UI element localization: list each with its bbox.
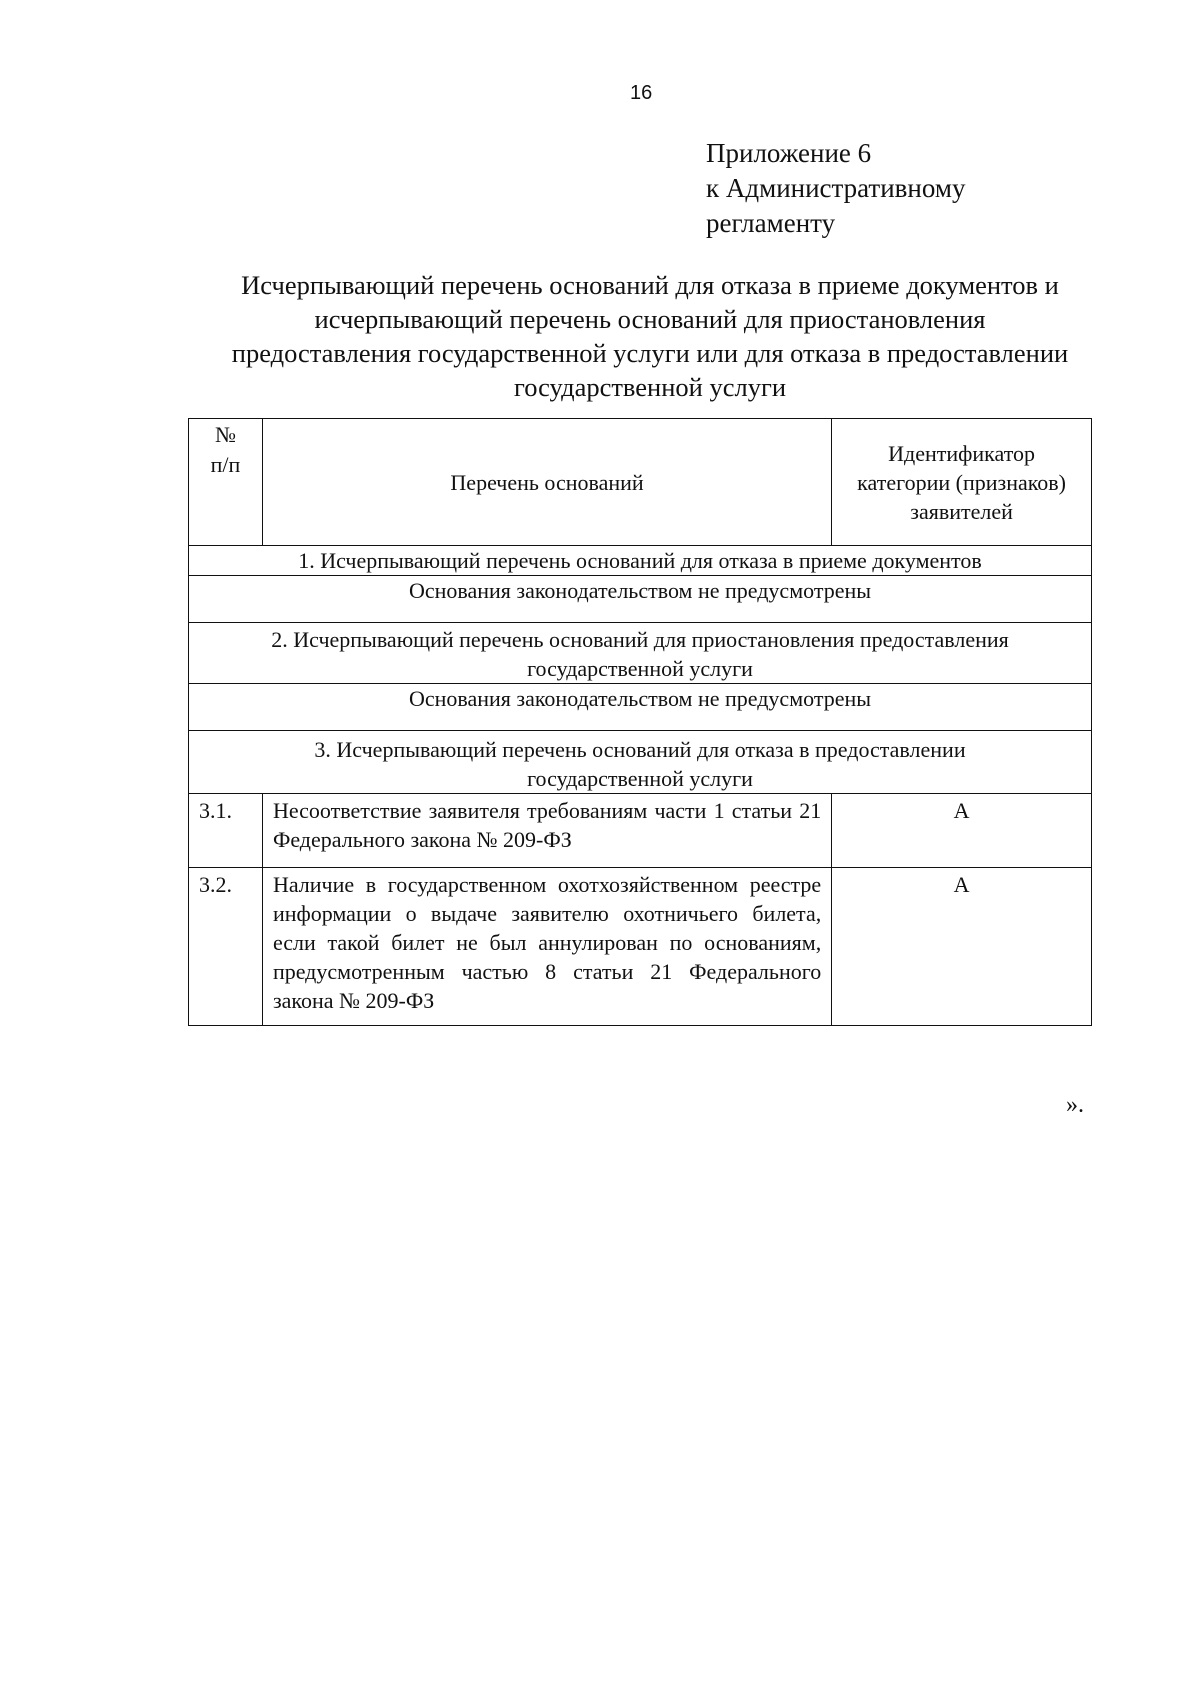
document-title — [180, 268, 1120, 404]
section-3-title-row — [189, 731, 1092, 794]
header-number-sign: № — [214, 422, 236, 447]
row-identifier: А — [832, 868, 1092, 1026]
header-identifier-cell — [832, 419, 1092, 546]
header-number-label: п/п — [210, 452, 241, 477]
header-grounds-cell: Перечень оснований — [262, 419, 831, 546]
section-1-title-row — [189, 546, 1092, 576]
section-2-title-line: 2. Исчерпывающий перечень оснований для приостановления предоставления — [271, 627, 1009, 652]
table-row — [189, 868, 1092, 1026]
title-line: предоставления государственной услуги или для отказа в предоставлении — [231, 338, 1069, 368]
row-ground-text: Несоответствие заявителя требованиям части 1 статьи 21 Федерального закона № 209-ФЗ — [262, 794, 831, 868]
row-number: 3.2. — [189, 868, 263, 1026]
header-identifier-line: Идентификатор — [888, 440, 1036, 466]
appendix-header — [706, 136, 965, 241]
title-line: Исчерпывающий перечень оснований для отказа в приеме документов и — [241, 270, 1059, 300]
title-line: исчерпывающий перечень оснований для приостановления — [314, 304, 986, 334]
title-line: государственной услуги — [513, 372, 787, 402]
section-2-title-row — [189, 623, 1092, 684]
appendix-line: регламенту — [706, 208, 836, 238]
row-number: 3.1. — [189, 794, 263, 868]
section-1-title: 1. Исчерпывающий перечень оснований для отказа в приеме документов — [189, 546, 1092, 576]
closing-quote: ». — [1066, 1092, 1084, 1118]
section-2-note: Основания законодательством не предусмотрены — [189, 684, 1092, 731]
section-1-note-row — [189, 576, 1092, 623]
grounds-table — [188, 418, 1092, 1026]
section-1-note: Основания законодательством не предусмотрены — [189, 576, 1092, 623]
table-row — [189, 794, 1092, 868]
section-2-note-row — [189, 684, 1092, 731]
section-3-title — [189, 731, 1092, 794]
section-3-title-line: 3. Исчерпывающий перечень оснований для отказа в предоставлении — [314, 737, 966, 762]
section-2-title-line: государственной услуги — [527, 656, 753, 681]
appendix-line: к Административному — [706, 173, 966, 203]
section-2-title — [189, 623, 1092, 684]
appendix-line: Приложение 6 — [706, 138, 872, 168]
row-ground-text: Наличие в государственном охотхозяйственном реестре информации о выдаче заявителю охотничьего билета, если такой билет не был аннулирован по основаниям, предусмотренным частью 8 статьи 21 Федерального закона № 209-ФЗ — [262, 868, 831, 1026]
section-3-title-line: государственной услуги — [527, 766, 753, 791]
header-identifier-line: заявителей — [910, 498, 1013, 524]
row-identifier: А — [832, 794, 1092, 868]
header-identifier-line: категории (признаков) — [857, 469, 1067, 495]
table-header-row — [189, 419, 1092, 546]
header-number-cell — [189, 419, 263, 546]
page-number: 16 — [630, 82, 653, 104]
